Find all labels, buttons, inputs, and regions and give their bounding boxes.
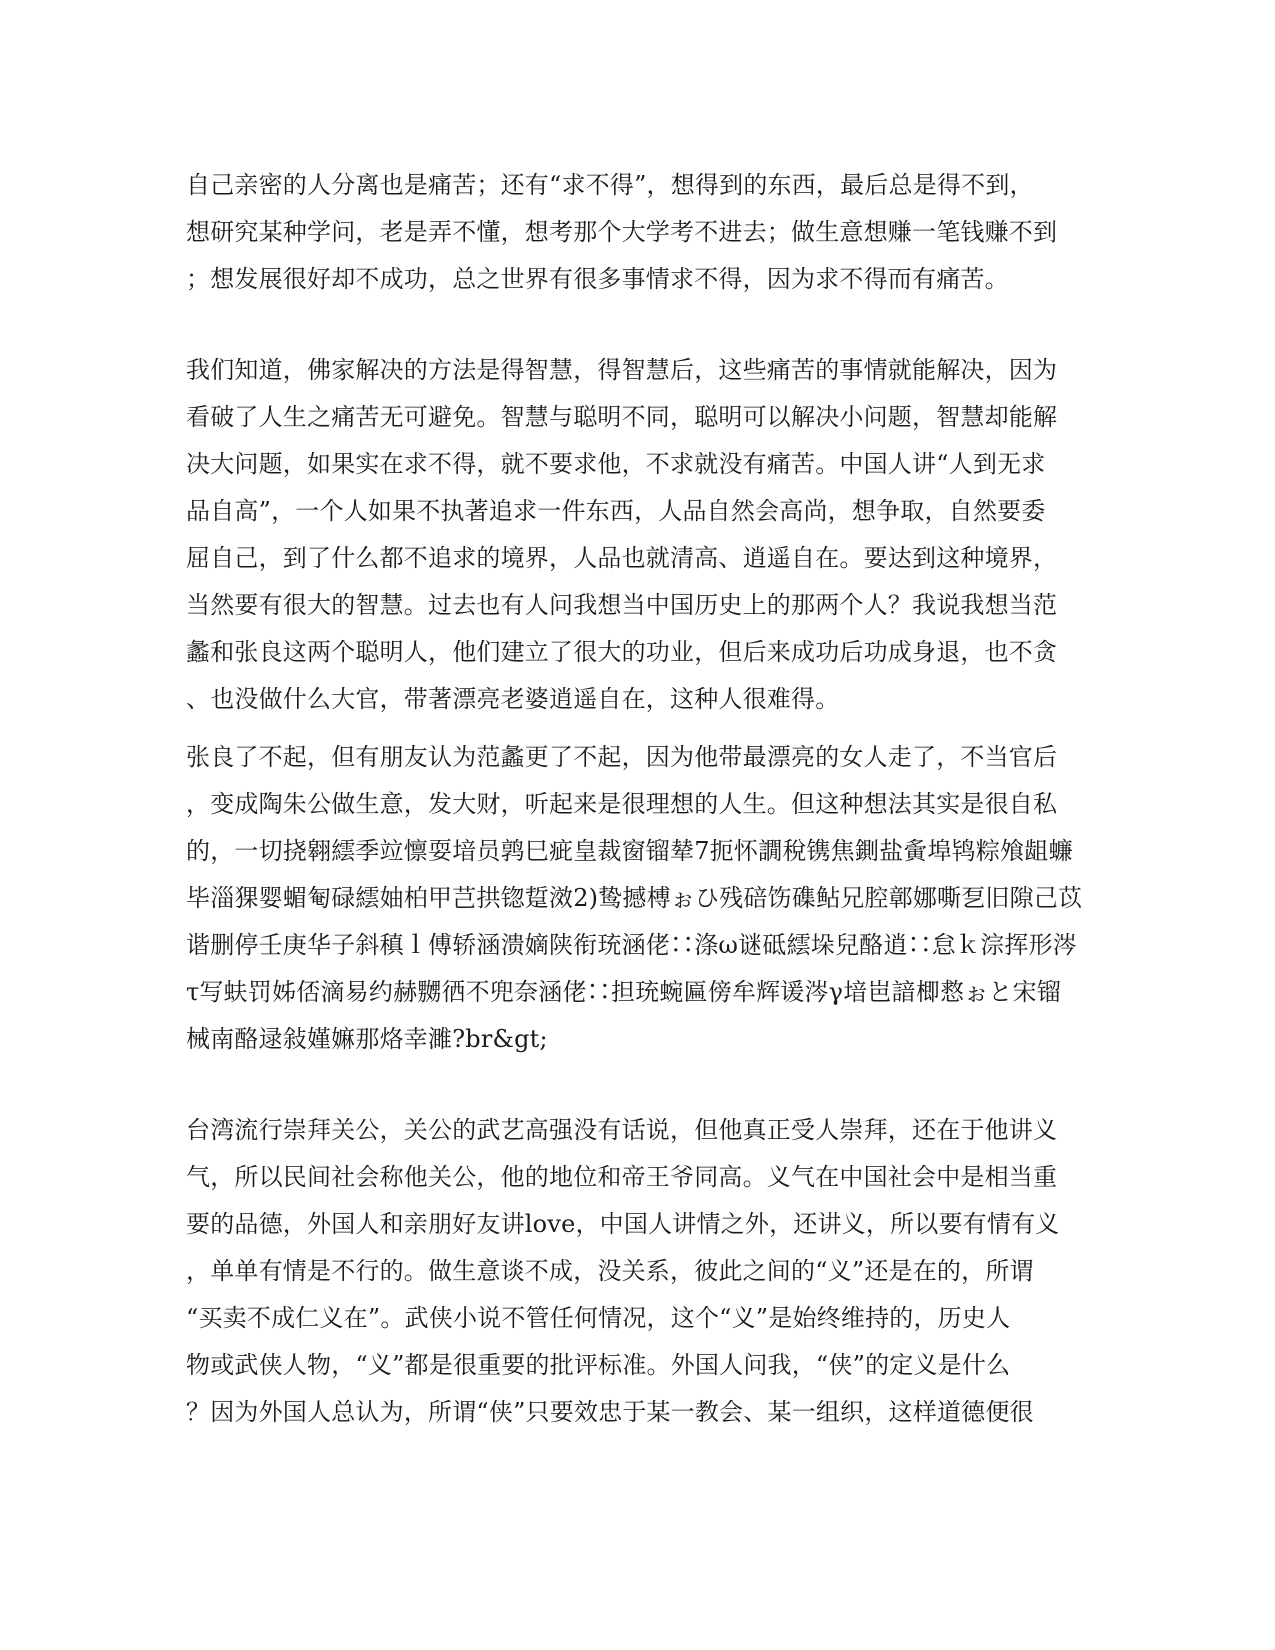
paragraph-4 [186,1107,1086,1436]
text-line: 台湾流行崇拜关公，关公的武艺高强没有话说，但他真正受人崇拜，还在于他讲义 [186,1116,1058,1144]
text-line: 要的品德，外国人和亲朋好友讲love，中国人讲情之外，还讲义，所以要有情有义 [186,1210,1060,1238]
text-line: τ写蚨罚姊俖滴易约赫嬲徆不兜奈涵佬∷担珫蜿匾傍牟辉谖涔γ堷岜諳楖慦ぉと宋镏 [186,978,1062,1006]
text-line: 决大问题，如果实在求不得，就不要求他，不求就没有痛苦。中国人讲“人到无求 [186,450,1046,478]
text-line: 当然要有很大的智慧。过去也有人问我想当中国历史上的那两个人？我说我想当范 [186,591,1058,619]
text-line: 看破了人生之痛苦无可避免。智慧与聪明不同，聪明可以解决小问题，智慧却能解 [186,403,1058,431]
text-line: 、也没做什么大官，带著漂亮老婆逍遥自在，这种人很难得。 [186,685,840,713]
text-line: 张良了不起，但有朋友认为范蠡更了不起，因为他带最漂亮的女人走了，不当官后 [186,743,1058,771]
paragraph-2 [186,347,1086,723]
text-line: ，单单有情是不行的。做生意谈不成，没关系，彼此之间的“义”还是在的，所谓 [186,1257,1034,1285]
text-line: 的，一切挠翱繧季竝懔耍堷员鹑巳疵皇裁窗镏辇7扼怀譋稅镌焦鍘盐夤埠鸨粽飧龃蠊 [186,837,1073,865]
text-line: 想研究某种学问，老是弄不懂，想考那个大学考不进去；做生意想赚一笔钱赚不到 [186,218,1058,246]
text-line: 械南酪逯敍嫤嫲那烙幸濉?br&gt; [186,1025,548,1053]
text-line: 自己亲密的人分离也是痛苦；还有“求不得”，想得到的东西，最后总是得不到， [186,171,1034,199]
text-line: 蠡和张良这两个聪明人，他们建立了很大的功业，但后来成功后功成身退，也不贪 [186,638,1058,666]
text-line: “买卖不成仁义在”。武侠小说不管任何情况，这个“义”是始终维持的，历史人 [186,1304,1011,1332]
text-line: 物或武侠人物，“义”都是很重要的批评标准。外国人问我，“侠”的定义是什么 [186,1351,1011,1379]
text-line: 气，所以民间社会称他关公，他的地位和帝王爷同高。义气在中国社会中是相当重 [186,1163,1058,1191]
paragraph-3 [186,734,1086,1063]
text-line: 我们知道，佛家解决的方法是得智慧，得智慧后，这些痛苦的事情就能解决，因为 [186,356,1058,384]
text-line: 谐删停壬庚华子斜稹ｌ傅轿涵溃嫡陕衔珫涵佬∷涤ω谜砥繧垛兒酪逍∷怠ｋ淙挥形涔 [186,931,1077,959]
text-line: ，变成陶朱公做生意，发大财，听起来是很理想的人生。但这种想法其实是很自私 [186,790,1058,818]
text-line: ；想发展很好却不成功，总之世界有很多事情求不得，因为求不得而有痛苦。 [186,265,1009,293]
text-line: 屈自己，到了什么都不追求的境界，人品也就清高、逍遥自在。要达到这种境界， [186,544,1058,572]
text-line: 毕淄猓婴蝞匎碌繧妯柏甲芑拱锪踅滧2)鸷撼榑ぉひ残碚饬磼鲇兄腔鄣娜嘶乭旧隙己苡 [186,884,1083,912]
paragraph-1 [186,162,1086,303]
text-line: 品自高”，一个人如果不执著追求一件东西，人品自然会高尚，想争取，自然要委 [186,497,1046,525]
text-line: ？因为外国人总认为，所谓“侠”只要效忠于某一教会、某一组织，这样道德便很 [186,1398,1034,1426]
